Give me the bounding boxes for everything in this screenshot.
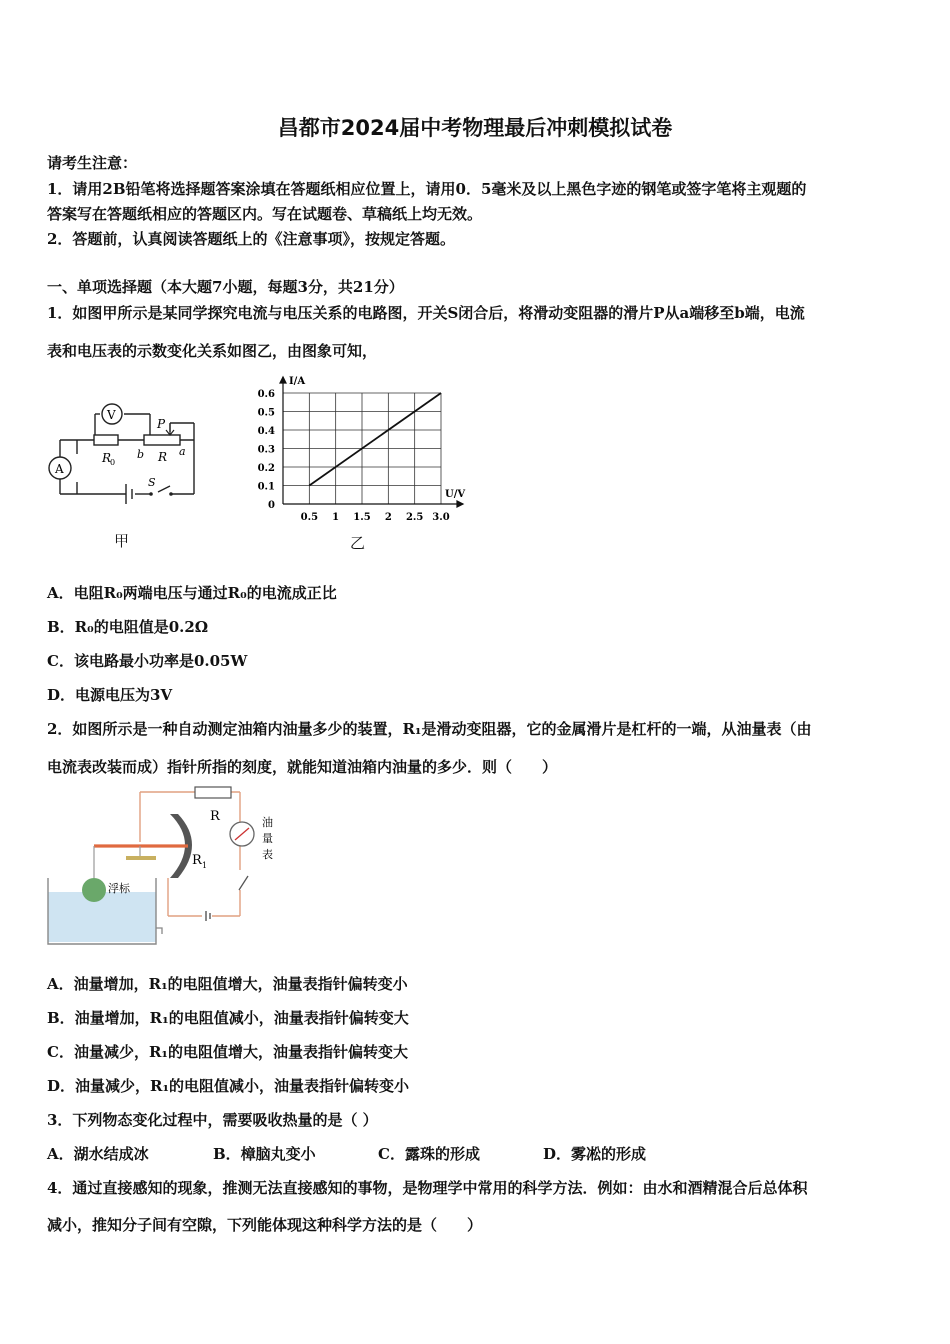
fig-a-label: 甲: [114, 532, 130, 550]
q1-stem-line1: 1．如图甲所示是某同学探究电流与电压关系的电路图，开关S闭合后，将滑动变阻器的滑片P从a端移至b端，电流: [47, 304, 805, 322]
y-tick-label: 0.5: [257, 407, 275, 419]
r0-label: R: [102, 451, 112, 465]
x-axis-label: U/V: [445, 489, 466, 500]
x-axis-arrow-icon: [457, 501, 463, 507]
switch-label: S: [148, 476, 156, 489]
x-tick-label: 1: [332, 512, 340, 523]
q2-option-a[interactable]: A．油量增加，R₁的电阻值增大，油量表指针偏转变小: [47, 975, 408, 993]
q2-stem-line1: 2．如图所示是一种自动测定油箱内油量多少的装置，R₁是滑动变阻器，它的金属滑片是杠杆的一端，从油量表（由: [47, 720, 812, 738]
q1-option-c[interactable]: C．该电路最小功率是0.05W: [47, 652, 248, 670]
rheostat-icon: [144, 435, 180, 445]
end-b-label: b: [137, 448, 145, 461]
y-tick-label: 0.1: [257, 481, 275, 493]
slider-arrow-icon: [166, 424, 174, 435]
y-tick-label: 0.4: [257, 426, 275, 437]
q1-option-b[interactable]: B．R₀的电阻值是0.2Ω: [47, 618, 209, 636]
q2-option-c[interactable]: C．油量减少，R₁的电阻值增大，油量表指针偏转变大: [47, 1043, 408, 1061]
gauge-label-3: 表: [262, 848, 273, 861]
r1-subscript: 1: [202, 861, 208, 870]
x-tick-label: 3.0: [432, 512, 450, 523]
notice-line-2: 2．答题前，认真阅读答题纸上的《注意事项》，按规定答题。: [47, 230, 455, 248]
r1-label: R: [192, 853, 202, 868]
q2-oil-gauge-diagram: [40, 782, 300, 952]
q2-stem-line2: 电流表改装而成）指针所指的刻度，就能知道油箱内油量的多少．则（ ）: [47, 758, 558, 776]
pivot-icon: [126, 856, 156, 860]
x-tick-label: 0.5: [300, 512, 319, 523]
tap-icon: [156, 928, 162, 934]
q3-option-c[interactable]: C．露珠的形成: [378, 1145, 480, 1163]
q1-circuit-diagram: [40, 398, 210, 508]
q1-stem-line2: 表和电压表的示数变化关系如图乙，由图象可知，: [47, 342, 378, 360]
q4-stem-line2: 减小，推知分子间有空隙，下列能体现这种科学方法的是（ ）: [47, 1216, 483, 1234]
float-label: 浮标: [108, 882, 130, 895]
series-line: [309, 393, 441, 486]
q1-iu-graph: [245, 372, 475, 527]
oil-tank-liquid: [48, 892, 156, 942]
resistor-r-icon: [195, 787, 231, 798]
q3-option-a[interactable]: A．湖水结成冰: [47, 1145, 149, 1163]
y-tick-label: 0.3: [257, 444, 275, 456]
q2-option-d[interactable]: D．油量减少，R₁的电阻值减小，油量表指针偏转变小: [47, 1077, 410, 1095]
rheostat-label: R: [158, 450, 168, 464]
y-axis-label: I/A: [289, 376, 306, 387]
q3-option-d[interactable]: D．雾凇的形成: [543, 1145, 647, 1163]
end-a-label: a: [179, 445, 186, 458]
ammeter-label: A: [55, 462, 64, 476]
section-heading: 一、单项选择题（本大题7小题，每题3分，共21分）: [47, 278, 404, 296]
x-tick-label: 2.5: [405, 512, 424, 523]
float-ball-icon: [82, 878, 106, 902]
y-tick-label: 0: [268, 500, 275, 511]
notice-heading: 请考生注意：: [47, 154, 138, 172]
fig-b-label: 乙: [350, 534, 366, 552]
r-label: R: [210, 809, 220, 824]
switch-icon: [239, 876, 248, 890]
q1-option-d[interactable]: D．电源电压为3V: [47, 686, 173, 704]
x-tick-label: 1.5: [353, 512, 371, 523]
y-tick-label: 0.6: [257, 389, 275, 400]
resistor-r0-icon: [94, 435, 118, 445]
y-tick-label: 0.2: [257, 463, 275, 474]
notice-line-1a: 1．请用2B铅笔将选择题答案涂填在答题纸相应位置上，请用0．5毫米及以上黑色字迹的钢笔或签字笔将主观题的: [47, 180, 807, 198]
x-tick-label: 2: [384, 512, 392, 523]
notice-line-1b: 答案写在答题纸相应的答题区内。写在试题卷、草稿纸上均无效。: [47, 205, 483, 223]
voltmeter-label: V: [107, 408, 116, 422]
r0-subscript: 0: [110, 458, 116, 467]
slider-label: P: [157, 417, 166, 431]
page-title: 昌都市2024届中考物理最后冲刺模拟试卷: [277, 116, 673, 140]
gauge-label-1: 油: [262, 816, 273, 829]
y-axis-arrow-icon: [280, 377, 286, 383]
q4-stem-line1: 4．通过直接感知的现象，推测无法直接感知的事物，是物理学中常用的科学方法．例如：由水和酒精混合后总体积: [47, 1179, 808, 1197]
q3-stem: 3．下列物态变化过程中，需要吸收热量的是（ ）: [47, 1111, 378, 1129]
q2-option-b[interactable]: B．油量增加，R₁的电阻值减小，油量表指针偏转变大: [47, 1009, 409, 1027]
q1-option-a[interactable]: A．电阻R₀两端电压与通过R₀的电流成正比: [47, 584, 337, 602]
q3-option-b[interactable]: B．樟脑丸变小: [213, 1145, 316, 1163]
gauge-label-2: 量: [262, 832, 273, 845]
